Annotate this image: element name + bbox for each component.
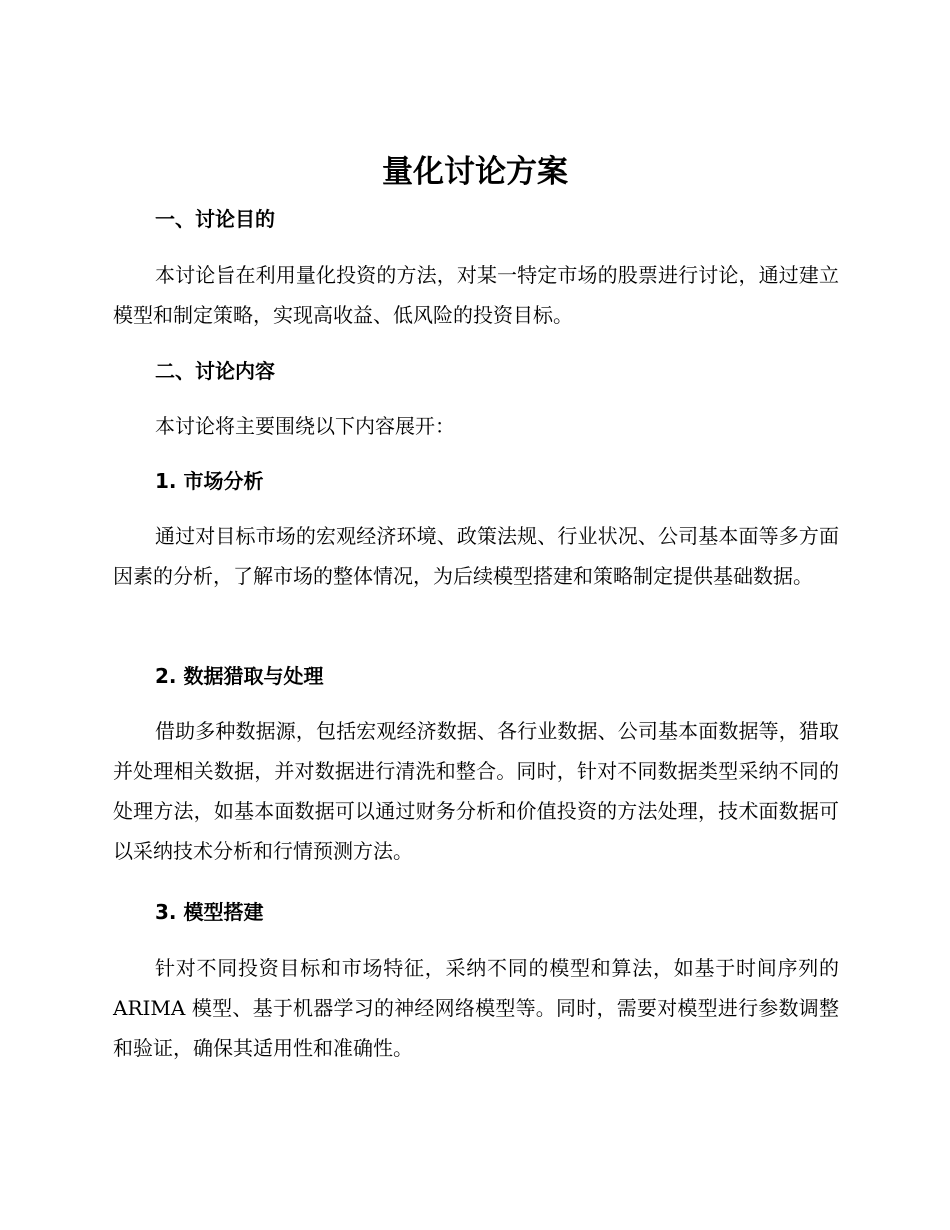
section-heading-purpose: 一、讨论目的 bbox=[155, 207, 275, 231]
document-title: 量化讨论方案 bbox=[382, 154, 568, 190]
paragraph-data-processing: 借助多种数据源，包括宏观经济数据、各行业数据、公司基本面数据等，猎取并处理相关数据，并对数据进行清洗和整合。同时，针对不同数据类型采纳不同的处理方法，如基本面数据可以通过财务分析和价值投资的方法处理，技术面数据可以采纳技术分析和行情预测方法。 bbox=[113, 719, 839, 863]
paragraph-purpose: 本讨论旨在利用量化投资的方法，对某一特定市场的股票进行讨论，通过建立模型和制定策略，实现高收益、低风险的投资目标。 bbox=[113, 263, 839, 327]
paragraph-market-analysis: 通过对目标市场的宏观经济环境、政策法规、行业状况、公司基本面等多方面因素的分析，了解市场的整体情况，为后续模型搭建和策略制定提供基础数据。 bbox=[113, 524, 839, 588]
paragraph-model-building: 针对不同投资目标和市场特征，采纳不同的模型和算法，如基于时间序列的 ARIMA 模型、基于机器学习的神经网络模型等。同时，需要对模型进行参数调整和验证，确保其适用性和准确性。 bbox=[113, 956, 839, 1060]
subsection-heading-data-processing: 2. 数据猎取与处理 bbox=[155, 664, 324, 688]
subsection-heading-model-building: 3. 模型搭建 bbox=[155, 900, 264, 924]
paragraph-content-intro: 本讨论将主要围绕以下内容展开： bbox=[155, 414, 455, 438]
section-heading-content: 二、讨论内容 bbox=[155, 359, 275, 383]
subsection-heading-market-analysis: 1. 市场分析 bbox=[155, 469, 264, 493]
